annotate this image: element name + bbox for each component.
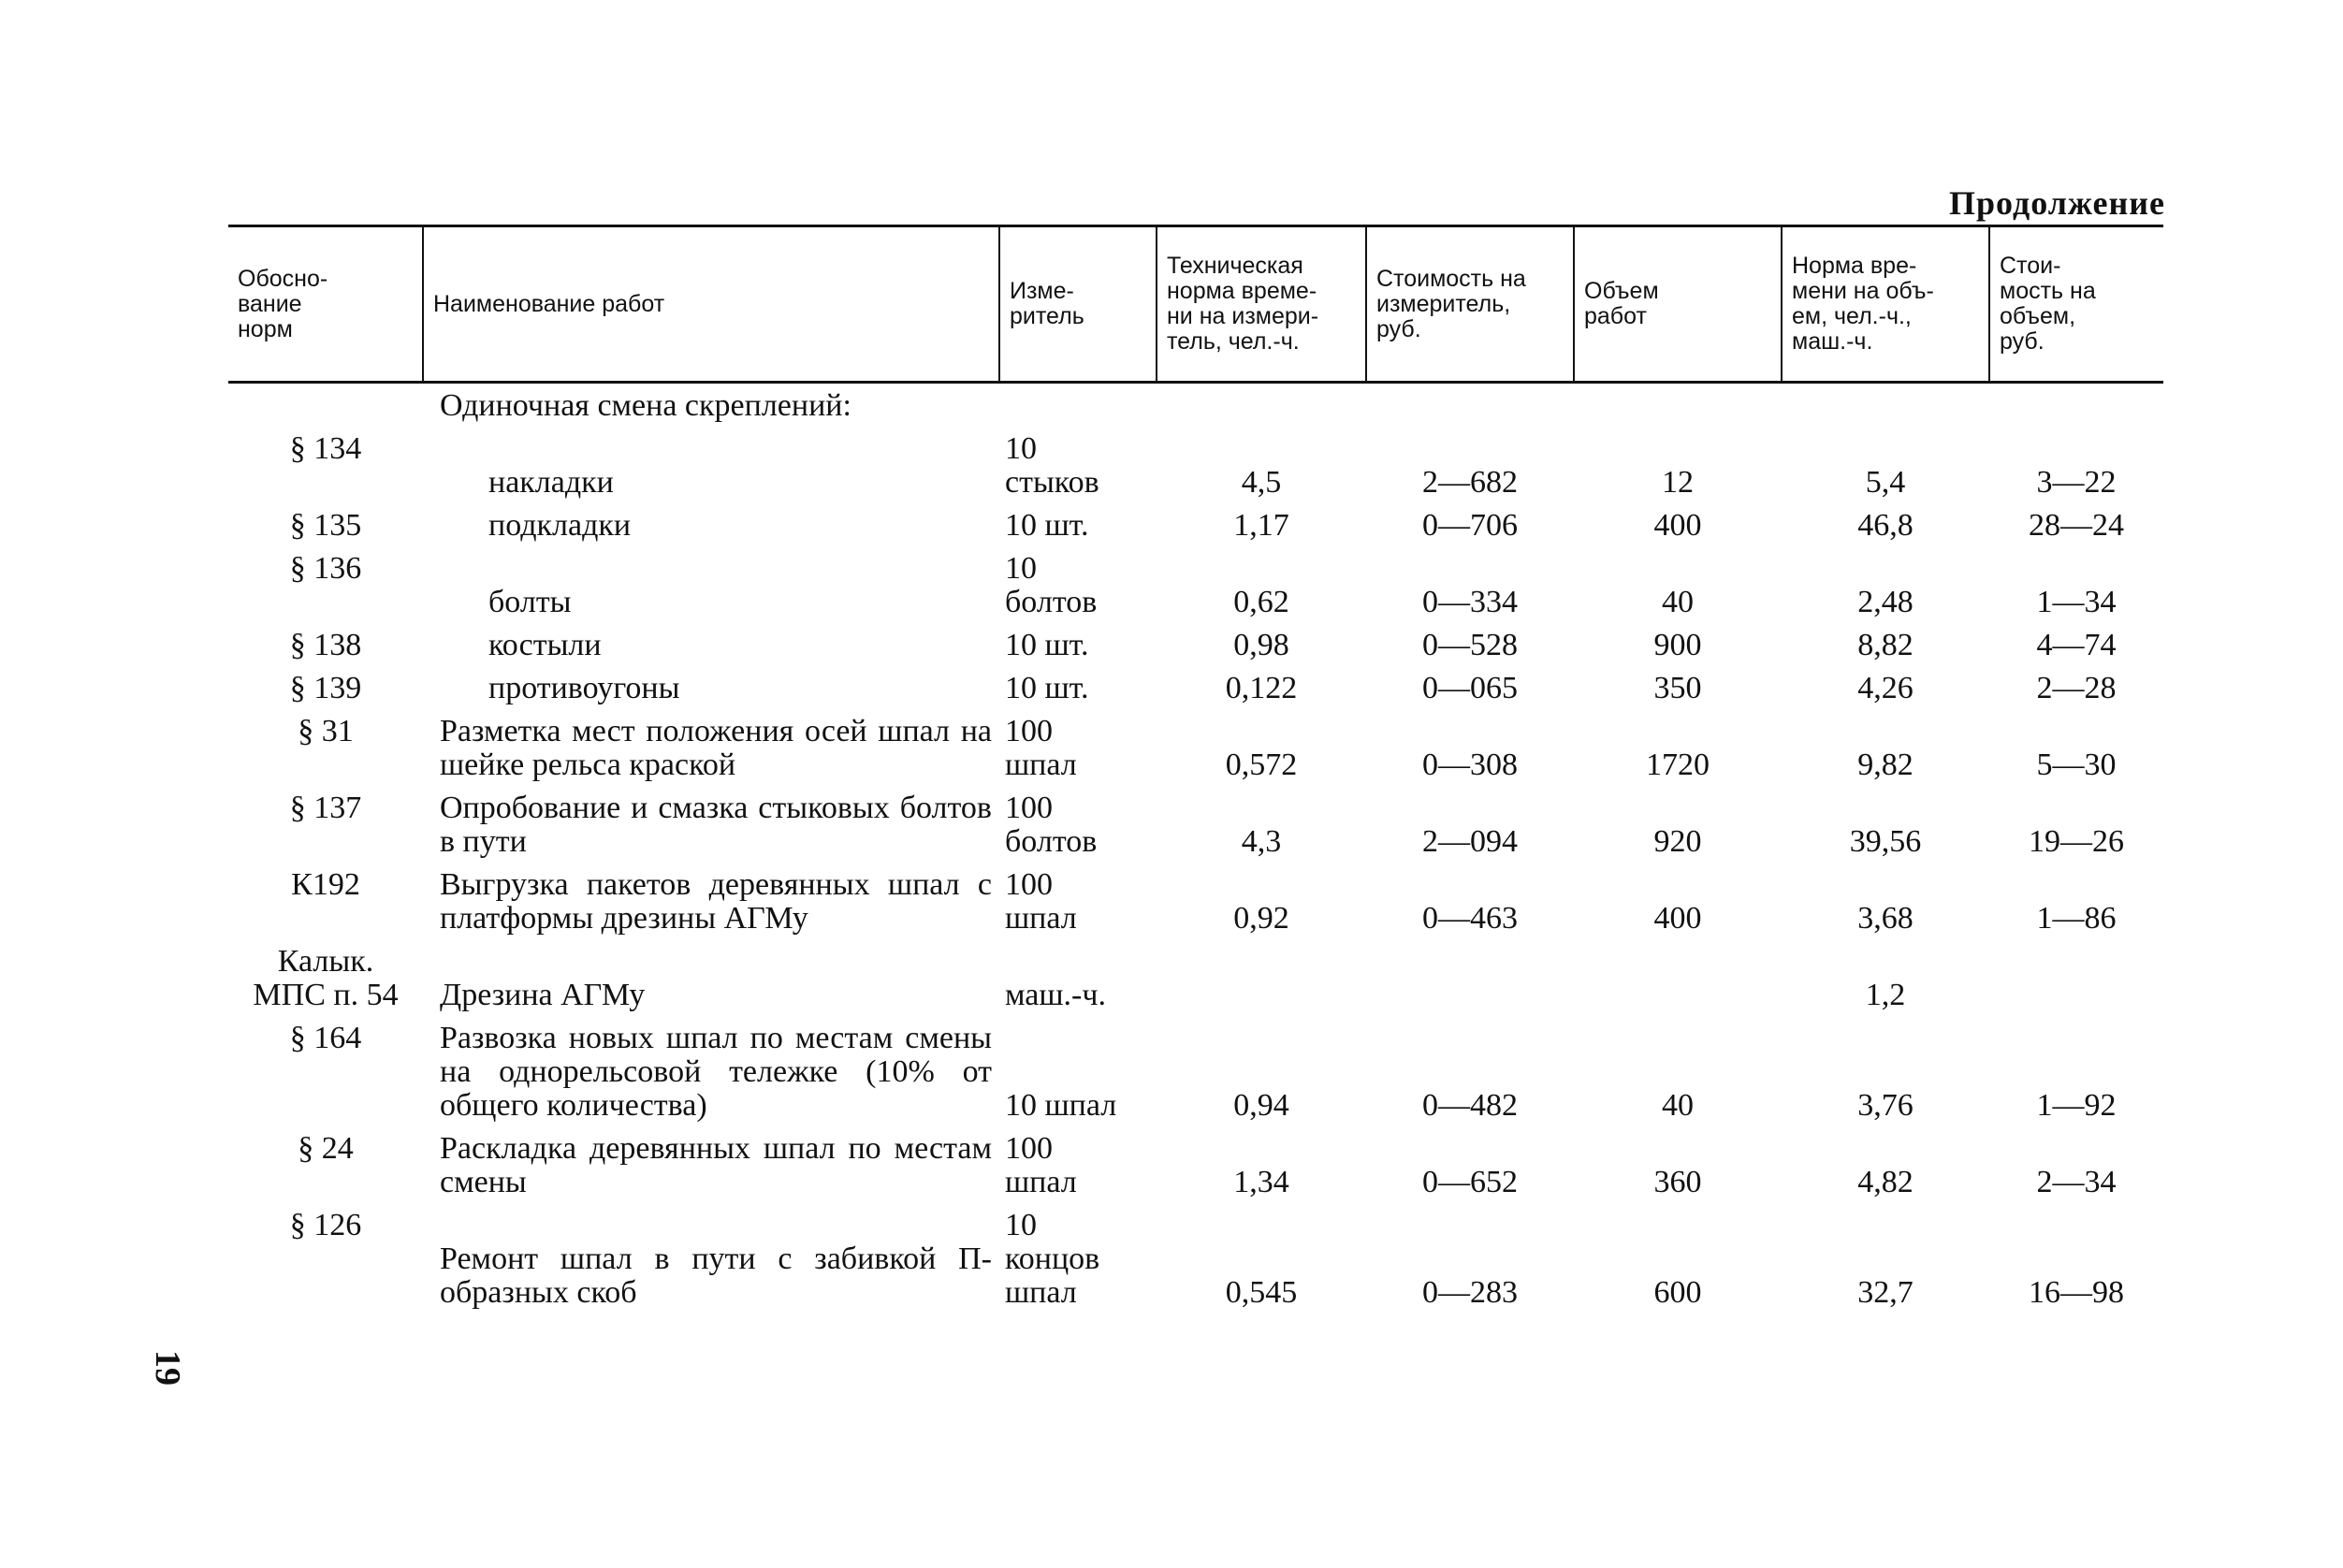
- cost-volume-cell: 1—92: [2036, 1088, 2117, 1123]
- cost-volume-cell: 2—34: [2036, 1165, 2117, 1199]
- table-row: [228, 1203, 2163, 1314]
- unit-cell: 100 болтов: [1005, 791, 1098, 859]
- norm-volume-cell: 39,56: [1849, 824, 1922, 859]
- header-volume: [1574, 226, 1782, 383]
- norm-volume-cell: 4,82: [1857, 1165, 1914, 1199]
- unit-cell: 10 шт.: [1005, 671, 1089, 705]
- cost-volume-cell: 1—86: [2036, 901, 2117, 936]
- tech-norm-cell: 0,94: [1233, 1088, 1289, 1123]
- norm-volume-cell: 3,76: [1857, 1088, 1914, 1123]
- header-volume-label: Объем работ: [1584, 278, 1659, 329]
- cost-cell: 0—528: [1422, 628, 1518, 662]
- table-row: [228, 786, 2163, 863]
- volume-cell: 400: [1653, 901, 1702, 936]
- unit-cell: 10 шт.: [1005, 628, 1089, 662]
- header-norm-volume-label: Норма вре- мени на объ- ем, чел.-ч., маш.-ч.: [1792, 253, 1934, 355]
- basis-cell: § 31: [298, 714, 354, 748]
- cost-cell: 2—682: [1422, 465, 1518, 500]
- tech-norm-cell: 1,17: [1233, 508, 1289, 543]
- table-row: [228, 1016, 2163, 1126]
- volume-cell: 40: [1662, 1088, 1694, 1123]
- norm-volume-cell: 5,4: [1865, 465, 1906, 500]
- unit-cell: маш.-ч.: [1005, 978, 1106, 1012]
- cost-cell: 0—463: [1422, 901, 1518, 936]
- cost-volume-cell: 28—24: [2029, 508, 2124, 543]
- tech-norm-cell: 0,122: [1225, 671, 1298, 705]
- cost-cell: 0—334: [1422, 585, 1518, 619]
- volume-cell: [1574, 383, 1782, 428]
- volume-cell: 920: [1653, 824, 1702, 859]
- header-name-label: Наименование работ: [433, 290, 665, 317]
- unit-cell: 10 болтов: [1005, 551, 1098, 619]
- volume-cell: 360: [1653, 1165, 1702, 1199]
- norm-volume-cell: 2,48: [1857, 585, 1914, 619]
- cost-volume-cell: 3—22: [2036, 465, 2117, 500]
- name-cell: Одиночная смена скреплений:: [440, 388, 851, 423]
- unit-cell: 100 шпал: [1005, 867, 1077, 936]
- name-cell: подкладки: [488, 508, 632, 543]
- tech-norm-cell: 4,5: [1241, 465, 1282, 500]
- table-row: [228, 1126, 2163, 1203]
- tech-norm-cell: [1157, 383, 1366, 428]
- name-cell: Развозка новых шпал по местам смены на однорельсовой тележке (10% от общего количества): [440, 1021, 992, 1123]
- name-cell: болты: [488, 585, 572, 619]
- cost-volume-cell: 4—74: [2036, 628, 2117, 662]
- tech-norm-cell: 0,98: [1233, 628, 1289, 662]
- cost-volume-cell: [1989, 939, 2163, 1016]
- unit-cell: 100 шпал: [1005, 1131, 1077, 1199]
- basis-cell: [228, 383, 423, 428]
- table-row: [228, 623, 2163, 666]
- unit-cell: 100 шпал: [1005, 714, 1077, 782]
- norm-volume-cell: 1,2: [1865, 978, 1906, 1012]
- name-cell: Разметка мест положения осей шпал на шейке рельса краской: [440, 714, 992, 782]
- unit-cell: 10 концов шпал: [1005, 1208, 1100, 1310]
- tech-norm-cell: 0,572: [1225, 748, 1298, 782]
- basis-cell: § 138: [289, 628, 362, 662]
- volume-cell: 1720: [1646, 748, 1710, 782]
- cost-volume-cell: 5—30: [2036, 748, 2117, 782]
- name-cell: Раскладка деревянных шпал по местам смены: [440, 1131, 992, 1199]
- basis-cell: § 24: [298, 1131, 354, 1166]
- cost-cell: 0—283: [1422, 1275, 1518, 1310]
- cost-cell: 0—706: [1422, 508, 1518, 543]
- cost-volume-cell: [1989, 383, 2163, 428]
- header-cost-label: Стоимость на измеритель, руб.: [1376, 265, 1526, 342]
- header-unit-label: Изме- ритель: [1010, 278, 1084, 329]
- header-cost-volume-label: Стои- мость на объем, руб.: [2000, 253, 2096, 355]
- cost-cell: 0—065: [1422, 671, 1518, 705]
- table-row: [228, 863, 2163, 939]
- tech-norm-cell: [1157, 939, 1366, 1016]
- table-row: [228, 709, 2163, 786]
- norm-volume-cell: 4,26: [1857, 671, 1914, 705]
- basis-cell: § 126: [289, 1208, 362, 1242]
- cost-volume-cell: 1—34: [2036, 585, 2117, 619]
- table-row: [228, 427, 2163, 503]
- page-number: 19: [148, 1350, 187, 1386]
- tech-norm-cell: 0,62: [1233, 585, 1289, 619]
- basis-cell: § 135: [289, 508, 362, 543]
- cost-cell: 0—308: [1422, 748, 1518, 782]
- volume-cell: 40: [1662, 585, 1694, 619]
- table-row: [228, 546, 2163, 623]
- volume-cell: 600: [1653, 1275, 1702, 1310]
- cost-cell: 2—094: [1422, 824, 1518, 859]
- name-cell: противоугоны: [488, 671, 680, 705]
- basis-cell: Калык. МПС п. 54: [253, 944, 399, 1012]
- name-cell: костыли: [488, 628, 602, 662]
- header-unit: [999, 226, 1157, 383]
- tech-norm-cell: 0,545: [1225, 1275, 1298, 1310]
- header-cost-volume: [1989, 226, 2163, 383]
- unit-cell: 10 шт.: [1005, 508, 1089, 543]
- norm-volume-cell: 32,7: [1857, 1275, 1914, 1310]
- basis-cell: § 136: [289, 551, 362, 586]
- name-cell: Опробование и смазка стыковых болтов в пути: [440, 791, 992, 859]
- name-cell: Дрезина АГМу: [440, 978, 646, 1012]
- header-basis: [228, 226, 423, 383]
- table-row: [228, 383, 2163, 428]
- cost-volume-cell: 19—26: [2029, 824, 2124, 859]
- norm-volume-cell: [1782, 383, 1989, 428]
- header-tech-norm-label: Техническая норма време- ни на измери- тель, чел.-ч.: [1167, 253, 1319, 355]
- basis-cell: § 164: [289, 1021, 362, 1055]
- volume-cell: 400: [1653, 508, 1702, 543]
- volume-cell: [1574, 939, 1782, 1016]
- cost-cell: [1366, 383, 1574, 428]
- header-norm-volume: [1782, 226, 1989, 383]
- unit-cell: 10 шпал: [1005, 1088, 1117, 1123]
- table-row: [228, 939, 2163, 1016]
- norm-volume-cell: 8,82: [1857, 628, 1914, 662]
- table-row: [228, 666, 2163, 709]
- volume-cell: 12: [1662, 465, 1694, 500]
- basis-cell: К192: [291, 867, 360, 902]
- cost-cell: [1366, 939, 1574, 1016]
- header-tech-norm: [1157, 226, 1366, 383]
- cost-volume-cell: 16—98: [2029, 1275, 2124, 1310]
- table-header: [228, 226, 2163, 383]
- header-cost: [1366, 226, 1574, 383]
- cost-cell: 0—482: [1422, 1088, 1518, 1123]
- tech-norm-cell: 4,3: [1241, 824, 1282, 859]
- name-cell: Выгрузка пакетов деревянных шпал с платформы дрезины АГМу: [440, 867, 992, 936]
- header-basis-label: Обосно- вание норм: [238, 265, 328, 342]
- volume-cell: 900: [1653, 628, 1702, 662]
- unit-cell: 10 стыков: [1005, 431, 1099, 500]
- cost-volume-cell: 2—28: [2036, 671, 2117, 705]
- cost-cell: 0—652: [1422, 1165, 1518, 1199]
- norm-volume-cell: 46,8: [1857, 508, 1914, 543]
- unit-cell: [999, 383, 1157, 428]
- work-norms-table: [228, 225, 2163, 1314]
- norm-volume-cell: 9,82: [1857, 748, 1914, 782]
- basis-cell: § 134: [289, 431, 362, 466]
- name-cell: накладки: [488, 465, 614, 500]
- table-body: [228, 383, 2163, 1314]
- name-cell: Ремонт шпал в пути с забивкой П-образных скоб: [440, 1241, 992, 1310]
- basis-cell: § 137: [289, 791, 362, 825]
- continuation-label: Продолжение: [1949, 184, 2165, 222]
- table-row: [228, 503, 2163, 546]
- norm-volume-cell: 3,68: [1857, 901, 1914, 936]
- header-name: [423, 226, 999, 383]
- tech-norm-cell: 1,34: [1233, 1165, 1289, 1199]
- tech-norm-cell: 0,92: [1233, 901, 1289, 936]
- basis-cell: § 139: [289, 671, 362, 705]
- volume-cell: 350: [1653, 671, 1702, 705]
